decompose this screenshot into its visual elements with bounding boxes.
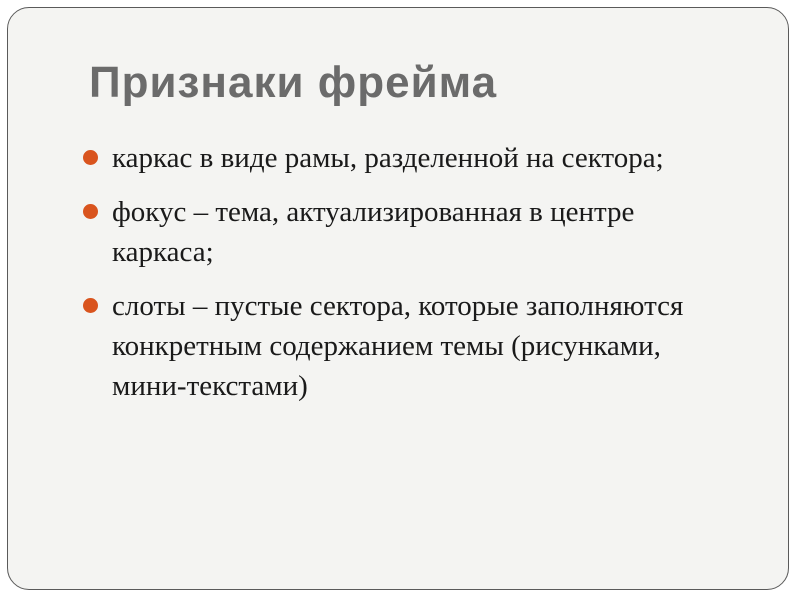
bullet-dot-icon bbox=[83, 150, 98, 165]
bullet-text: каркас в виде рамы, разделенной на сектора; bbox=[112, 142, 664, 174]
bullet-dot-icon bbox=[83, 298, 98, 313]
bullet-item-frame-structure bbox=[80, 138, 720, 178]
bullet-dot-icon bbox=[83, 204, 98, 219]
bullet-text: фокус – тема, актуализированная в центре каркаса; bbox=[112, 196, 635, 268]
bullet-item-slots bbox=[80, 286, 720, 406]
slide-title: Признаки фрейма bbox=[89, 58, 498, 107]
bullet-list bbox=[80, 138, 720, 420]
bullet-item-focus bbox=[80, 192, 720, 272]
bullet-text: слоты – пустые сектора, которые заполняются конкретным содержанием темы (рисунками, мини-текстами) bbox=[112, 290, 684, 402]
